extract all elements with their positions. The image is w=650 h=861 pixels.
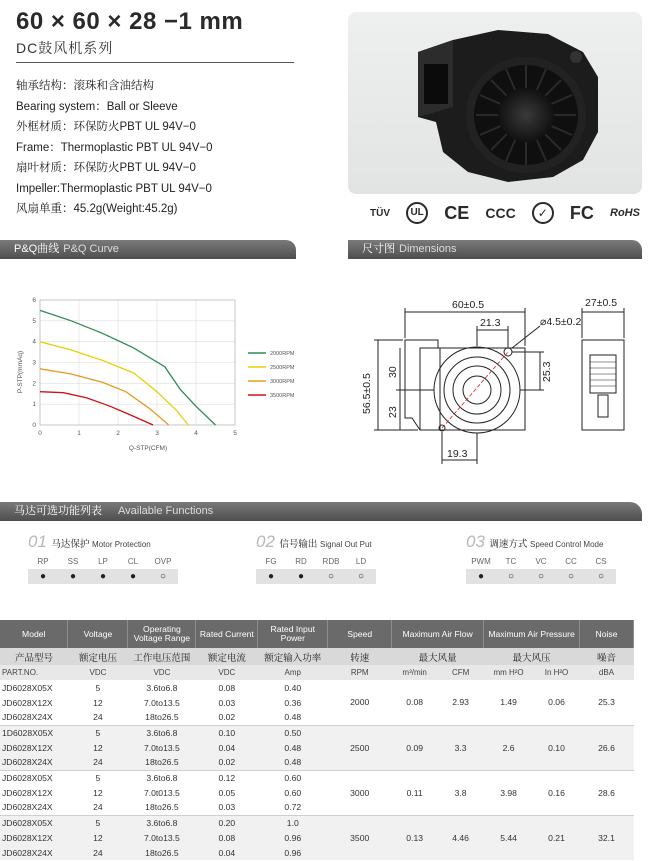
tuv-icon: TÜV [370,207,390,219]
table-cell: JD6028X24X [0,845,68,860]
table-cell: 24 [68,845,128,860]
table-cell: 0.96 [258,830,328,845]
table-cell-inh2o: 0.16 [534,770,580,815]
spec-impeller-en: Impeller:Thermoplastic PBT UL 94V−0 [16,182,212,195]
table-cell: JD6028X24X [0,710,68,725]
table-cell: 5 [68,815,128,830]
table-cell: JD6028X05X [0,680,68,695]
table-row [0,770,634,785]
col-header: Maximum Air Pressure [484,620,580,648]
unit-cell: In H²O [534,665,580,680]
table-cell-mmh2o: 3.98 [484,770,534,815]
func-val: ○ [148,569,178,584]
func-col: VC [535,557,547,566]
unit-cell: VDC [68,665,128,680]
func-col: RDB [322,557,340,566]
func-col: FG [265,557,277,566]
dim-depth: 27±0.5 [585,297,618,309]
series-line-2000RPM [40,310,216,425]
fc-icon: FC [569,202,594,223]
table-cell: 0.60 [258,785,328,800]
unit-cell: dBA [579,665,633,680]
table-cell: 1.0 [258,815,328,830]
page-title: 60 × 60 × 28 −1 mm [16,8,244,35]
func-val: ○ [316,569,346,584]
x-tick-label: 1 [77,430,81,437]
table-cell-m3: 0.09 [392,725,438,770]
dim-width: 60±0.5 [452,299,485,311]
func-col: CS [595,557,607,566]
table-cell: 7.0t013.5 [128,785,196,800]
func-val: ● [466,569,496,584]
spec-impeller-cn: 扇叶材质：环保防火PBT UL 94V−0 [16,162,196,174]
dimension-drawing [350,290,642,470]
y-tick-label: 2 [32,380,36,388]
table-cell: 18to26.5 [128,800,196,815]
section-header-functions [0,502,642,521]
table-cell: 0.02 [196,710,258,725]
product-photo [348,12,642,194]
table-cell: 0.36 [258,695,328,710]
table-row [0,680,634,695]
table-cell: 0.03 [196,695,258,710]
cn-header: 转速 [328,648,392,665]
table-cell: 18to26.5 [128,755,196,770]
func-col: LP [98,557,108,566]
table-cell-speed: 2500 [328,725,392,770]
legend-label: 3500RPM [270,393,295,399]
dim-bottom: 19.3 [447,448,468,460]
pq-header-en: P&Q Curve [63,243,119,255]
table-cell: 0.20 [196,815,258,830]
func-en: Motor Protection [92,540,151,549]
certification-logos [370,200,640,226]
col-header: Rated Input Power [258,620,328,648]
func-en: Signal Out Put [320,540,372,549]
y-tick-label: 3 [32,359,36,367]
func-cn: 调速方式 [489,539,528,550]
table-cell: 0.12 [196,770,258,785]
table-cell-cfm: 3.3 [438,725,484,770]
col-header: Maximum Air Flow [392,620,484,648]
table-cn-header-row [0,648,634,665]
table-cell-speed: 2000 [328,680,392,725]
table-cell-inh2o: 0.21 [534,815,580,860]
x-tick-label: 5 [233,430,237,437]
func-val: ● [58,569,88,584]
table-cell-cfm: 4.46 [438,815,484,860]
col-header: Speed [328,620,392,648]
section-header-dimensions [348,240,642,259]
cn-header: 工作电压范围 [128,648,196,665]
func-val: ● [286,569,316,584]
table-cell: 3.6to6.8 [128,680,196,695]
func-val: ● [28,569,58,584]
table-cell: 0.96 [258,845,328,860]
dim-h1: 30 [387,366,399,378]
func-val: ○ [556,569,586,584]
table-cell: JD6028X12X [0,785,68,800]
table-cell: 0.72 [258,800,328,815]
table-cell-noise: 26.6 [579,725,633,770]
func-cn: 马达保护 [51,539,90,550]
table-cell: 7.0to13.5 [128,695,196,710]
table-cell-mmh2o: 2.6 [484,725,534,770]
ul-icon: UL [406,202,428,224]
func-table [466,554,616,584]
table-cell: 24 [68,755,128,770]
y-tick-label: 6 [32,297,36,304]
col-header: Noise [579,620,633,648]
table-cell: 24 [68,710,128,725]
table-header-row [0,620,634,648]
dim-h3: 25.3 [541,361,553,382]
table-cell: 12 [68,785,128,800]
table-cell: 18to26.5 [128,710,196,725]
cn-header: 额定电流 [196,648,258,665]
spec-table-wrapper [0,620,634,860]
table-cell-speed: 3000 [328,770,392,815]
title-divider [16,62,294,63]
spec-bearing-cn: 轴承结构：滚珠和含油结构 [16,80,154,92]
table-cell-cfm: 3.8 [438,770,484,815]
table-cell: 0.48 [258,755,328,770]
table-cell-m3: 0.13 [392,815,438,860]
func-val: ● [88,569,118,584]
func-col: TC [505,557,517,566]
dim-h2: 23 [387,406,399,418]
table-cell-mmh2o: 5.44 [484,815,534,860]
col-header: Voltage [68,620,128,648]
table-cell-noise: 32.1 [579,815,633,860]
col-header: Model [0,620,68,648]
function-group-signal-output [256,532,376,584]
func-val: ○ [586,569,616,584]
table-cell: JD6028X24X [0,800,68,815]
func-cn: 信号输出 [279,539,318,550]
col-header: Operating Voltage Range [128,620,196,648]
table-cell: 3.6to6.8 [128,770,196,785]
spec-list [16,76,213,220]
table-cell: 0.10 [196,725,258,740]
rohs-icon: RoHS [610,207,640,219]
y-tick-label: 1 [32,401,36,409]
table-cell: 7.0to13.5 [128,740,196,755]
cn-header: 最大风压 [484,648,580,665]
table-cell: 5 [68,680,128,695]
col-header: Rated Current [196,620,258,648]
table-cell: 0.48 [258,710,328,725]
table-cell-m3: 0.08 [392,680,438,725]
x-tick-label: 2 [116,430,120,437]
y-tick-label: 4 [32,338,36,346]
table-cell: JD6028X24X [0,755,68,770]
page-subtitle: DC鼓风机系列 [16,40,114,56]
cn-header: 额定输入功率 [258,648,328,665]
unit-cell: VDC [128,665,196,680]
unit-cell: PART.NO. [0,665,68,680]
table-cell: 12 [68,740,128,755]
table-cell-speed: 3500 [328,815,392,860]
pq-chart-svg [0,290,300,465]
dimension-svg [350,290,642,470]
spec-weight: 风扇单重：45.2g(Weight:45.2g) [16,203,178,215]
spec-frame-cn: 外框材质：环保防火PBT UL 94V−0 [16,121,196,133]
dim-hole-x: 21.3 [480,317,501,329]
table-cell-inh2o: 0.06 [534,680,580,725]
table-cell: 24 [68,800,128,815]
table-cell-inh2o: 0.10 [534,725,580,770]
dim-header-en: Dimensions [399,243,457,255]
func-col: CC [565,557,577,566]
table-cell: 18to26.5 [128,845,196,860]
y-tick-label: 0 [32,422,36,429]
unit-cell: mm H²O [484,665,534,680]
table-cell: 0.48 [258,740,328,755]
table-cell: JD6028X12X [0,830,68,845]
table-cell: 7.0to13.5 [128,830,196,845]
func-header-cn: 马达可选功能列表 [14,505,102,517]
func-col: RP [37,557,49,566]
table-cell: 3.6to6.8 [128,815,196,830]
x-axis-label: Q-STP(CFM) [128,445,168,452]
spec-frame-en: Frame：Thermoplastic PBT UL 94V−0 [16,141,213,154]
func-col: LD [355,557,367,566]
table-units-row [0,665,634,680]
ccc-icon: CCC [485,205,516,221]
dim-height: 56.5±0.5 [361,373,373,414]
series-line-3500RPM [40,392,153,425]
unit-cell: VDC [196,665,258,680]
table-cell-noise: 28.6 [579,770,633,815]
table-row [0,815,634,830]
legend-label: 2000RPM [270,351,295,357]
table-cell: 3.6to6.8 [128,725,196,740]
func-col: CL [127,557,139,566]
table-cell: JD6028X12X [0,740,68,755]
func-num: 01 [28,532,47,551]
func-en: Speed Control Mode [530,540,604,549]
func-num: 03 [466,532,485,551]
table-cell: 0.60 [258,770,328,785]
spec-table [0,620,634,860]
table-cell-cfm: 2.93 [438,680,484,725]
x-tick-label: 0 [38,430,42,437]
table-cell: 0.04 [196,845,258,860]
cn-header: 最大风量 [392,648,484,665]
func-val: ○ [346,569,376,584]
func-table [256,554,376,584]
table-cell: 0.02 [196,755,258,770]
x-tick-label: 4 [194,430,198,437]
func-col: SS [67,557,79,566]
table-cell-m3: 0.11 [392,770,438,815]
table-cell: 0.05 [196,785,258,800]
table-cell: 5 [68,770,128,785]
dim-hole-diameter: ⌀4.5±0.2 [540,316,582,328]
table-cell: 0.04 [196,740,258,755]
table-cell: 0.50 [258,725,328,740]
func-table [28,554,178,584]
unit-cell: m³/min [392,665,438,680]
x-tick-label: 3 [155,430,159,437]
func-val: ● [118,569,148,584]
unit-cell: CFM [438,665,484,680]
table-cell: 0.40 [258,680,328,695]
cn-header: 噪音 [579,648,633,665]
pq-chart [0,290,300,465]
func-col: PWM [471,557,491,566]
pq-header-cn: P&Q曲线 [14,243,60,255]
table-cell: 5 [68,725,128,740]
unit-cell: RPM [328,665,392,680]
check-mark-icon: ✓ [532,202,554,224]
table-cell-noise: 25.3 [579,680,633,725]
unit-cell: Amp [258,665,328,680]
table-cell: JD6028X12X [0,695,68,710]
y-tick-label: 5 [32,317,36,325]
table-cell: 12 [68,695,128,710]
y-axis-label: P-STP(mmAq) [17,350,24,394]
cn-header: 产品型号 [0,648,68,665]
func-header-en: Available Functions [118,505,214,517]
func-val: ● [256,569,286,584]
dim-header-cn: 尺寸图 [362,243,395,255]
table-cell: 1D6028X05X [0,725,68,740]
legend-label: 2500RPM [270,365,295,371]
legend-label: 3000RPM [270,379,295,385]
func-val: ○ [526,569,556,584]
ce-icon: CE [444,202,470,223]
func-num: 02 [256,532,275,551]
table-row [0,725,634,740]
table-cell: JD6028X05X [0,770,68,785]
function-group-motor-protection [28,532,178,584]
table-cell: 0.08 [196,830,258,845]
cn-header: 额定电压 [68,648,128,665]
section-header-pq [0,240,296,259]
func-col: OVP [154,557,172,566]
table-cell: 12 [68,830,128,845]
function-group-speed-control [466,532,616,584]
blower-fan-image [348,12,642,194]
table-cell: JD6028X05X [0,815,68,830]
func-col: RD [295,557,307,566]
series-line-3000RPM [40,369,169,425]
table-cell: 0.03 [196,800,258,815]
spec-bearing-en: Bearing system：Ball or Sleeve [16,100,178,113]
func-val: ○ [496,569,526,584]
table-cell-mmh2o: 1.49 [484,680,534,725]
table-cell: 0.08 [196,680,258,695]
